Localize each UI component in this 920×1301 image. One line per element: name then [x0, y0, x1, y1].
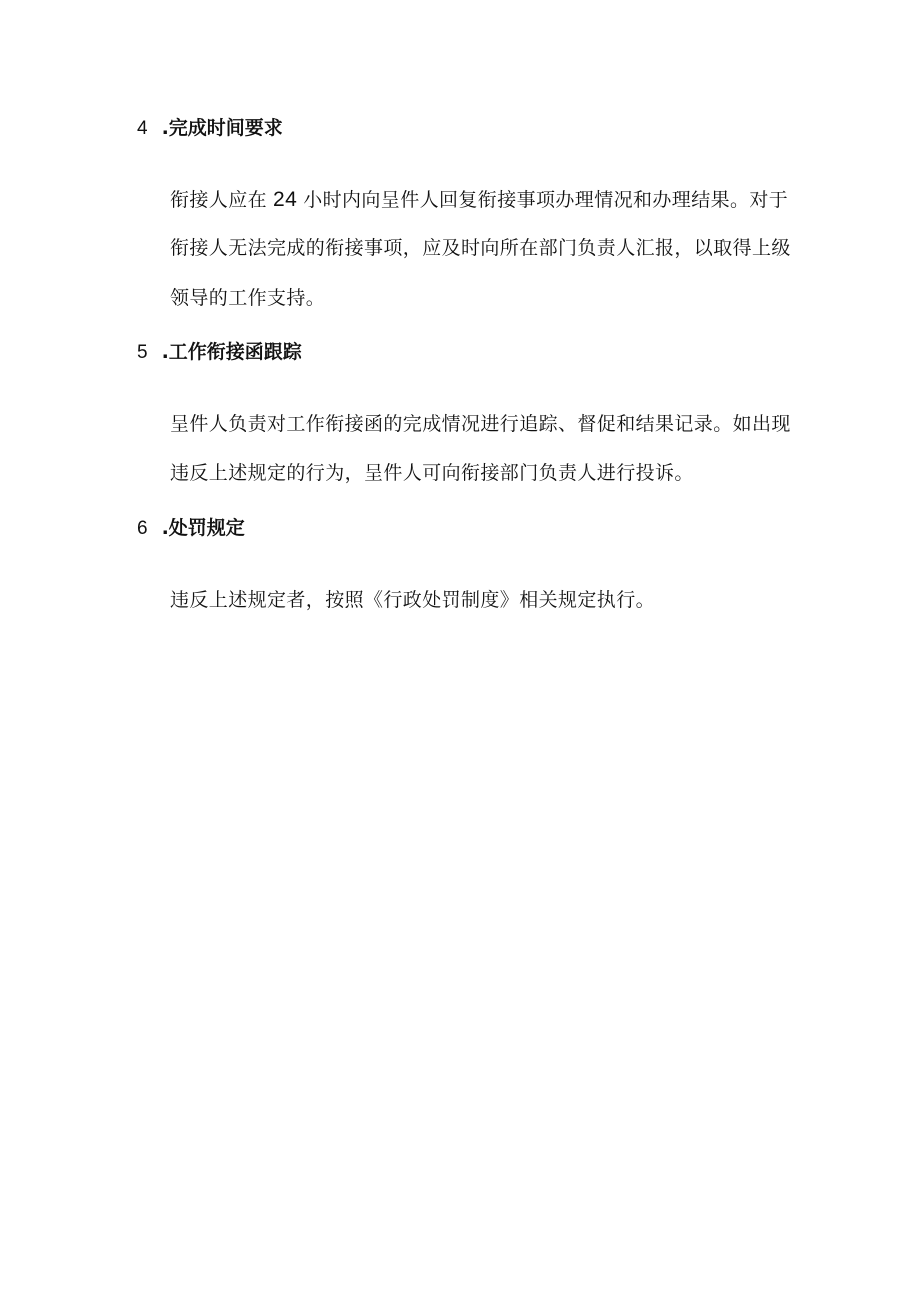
paragraph-line — [170, 188, 788, 212]
section-number: 5 — [137, 342, 148, 363]
paragraph-line: 呈件人负责对工作衔接函的完成情况进行追踪、督促和结果记录。如出现 — [170, 413, 791, 435]
paragraph-line: 违反上述规定的行为，呈件人可向衔接部门负责人进行投诉。 — [170, 462, 694, 484]
section-heading — [137, 516, 245, 541]
section-heading — [137, 116, 283, 141]
section-number: 6 — [137, 518, 148, 539]
text-run: 衔接人应在 — [170, 189, 268, 211]
section-title: .处罚规定 — [161, 517, 245, 539]
section-title: .工作衔接函跟踪 — [161, 341, 302, 363]
section-heading — [137, 340, 302, 365]
text-run: 小时内向呈件人回复衔接事项办理情况和办理结果。对于 — [303, 189, 789, 211]
paragraph-line: 违反上述规定者，按照《行政处罚制度》相关规定执行。 — [170, 589, 656, 611]
number-run: 24 — [273, 188, 298, 211]
paragraph-line: 领导的工作支持。 — [170, 287, 326, 309]
section-title: .完成时间要求 — [161, 117, 283, 139]
section-number: 4 — [137, 118, 148, 139]
paragraph-line: 衔接人无法完成的衔接事项，应及时向所在部门负责人汇报，以取得上级 — [170, 237, 791, 259]
